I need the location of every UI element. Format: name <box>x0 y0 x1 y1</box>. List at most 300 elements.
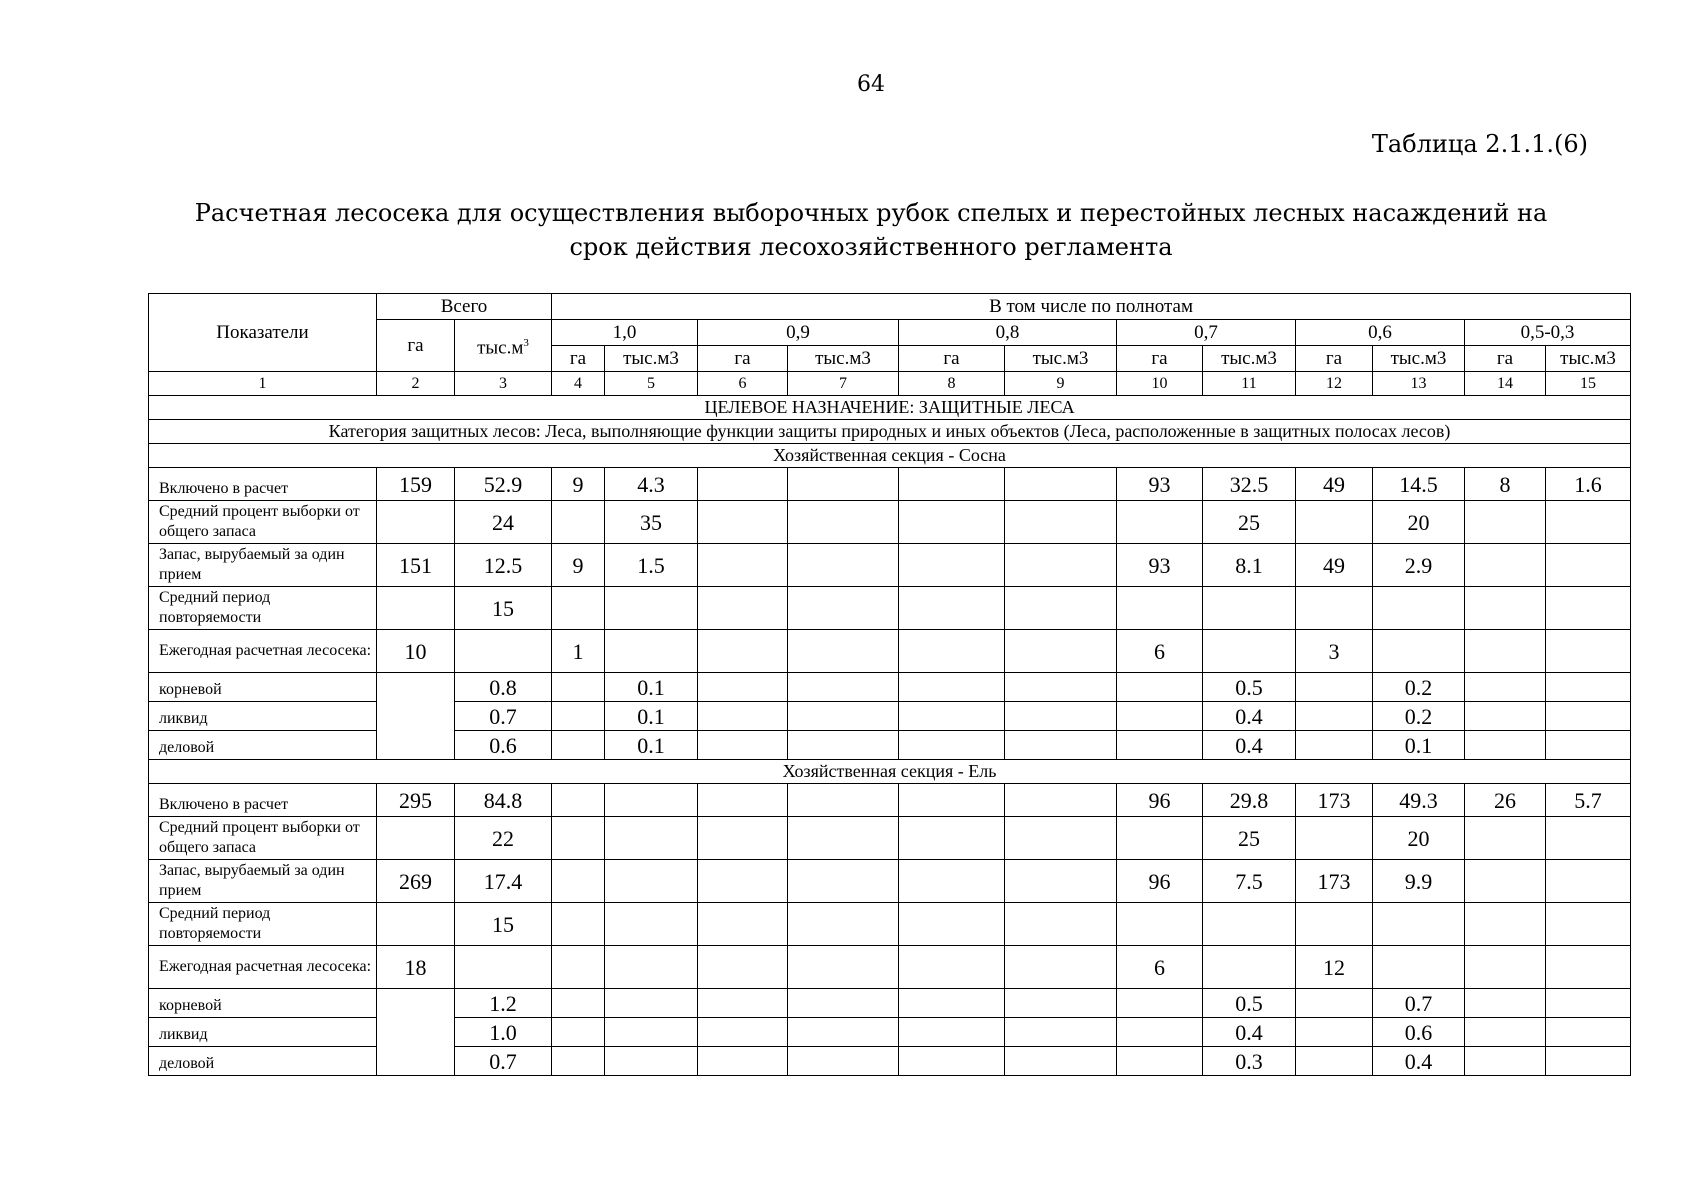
column-number: 1 <box>149 372 377 396</box>
value-cell: 22 <box>455 817 552 860</box>
table-row <box>149 544 1631 587</box>
value-cell <box>1546 1047 1631 1076</box>
value-cell <box>1465 544 1546 587</box>
row-label: Средний период повторяемости <box>149 587 377 630</box>
value-cell: 9 <box>552 468 605 501</box>
value-cell <box>552 946 605 989</box>
value-cell <box>788 946 899 989</box>
value-cell <box>899 587 1005 630</box>
value-cell <box>1005 468 1117 501</box>
value-cell <box>1546 731 1631 760</box>
value-cell: 173 <box>1296 784 1373 817</box>
column-number: 10 <box>1117 372 1203 396</box>
value-cell <box>1296 702 1373 731</box>
value-cell <box>1005 673 1117 702</box>
value-cell: 0.4 <box>1373 1047 1465 1076</box>
column-number: 9 <box>1005 372 1117 396</box>
value-cell <box>377 817 455 860</box>
value-cell <box>1546 702 1631 731</box>
value-cell <box>788 903 899 946</box>
value-cell: 295 <box>377 784 455 817</box>
value-cell <box>1546 1018 1631 1047</box>
row-label: Включено в расчет <box>149 468 377 501</box>
header-total-volume <box>455 320 552 372</box>
value-cell: 49.3 <box>1373 784 1465 817</box>
value-cell <box>899 630 1005 673</box>
value-cell <box>1465 817 1546 860</box>
category-row <box>149 420 1631 444</box>
value-cell <box>788 860 899 903</box>
table-row <box>149 903 1631 946</box>
column-number: 3 <box>455 372 552 396</box>
value-cell <box>788 817 899 860</box>
value-cell <box>1117 587 1203 630</box>
value-cell <box>1296 587 1373 630</box>
value-cell <box>1465 903 1546 946</box>
value-cell <box>1546 673 1631 702</box>
value-cell <box>1005 903 1117 946</box>
value-cell <box>1546 860 1631 903</box>
value-cell <box>788 989 899 1018</box>
value-cell <box>1465 587 1546 630</box>
value-cell: 159 <box>377 468 455 501</box>
value-cell: 32.5 <box>1203 468 1296 501</box>
value-cell <box>698 702 788 731</box>
table-row <box>149 784 1631 817</box>
value-cell: 96 <box>1117 784 1203 817</box>
value-cell <box>1296 903 1373 946</box>
header-density: 0,5-0,3 <box>1465 320 1631 346</box>
value-cell <box>552 1047 605 1076</box>
table-row <box>149 1018 1631 1047</box>
value-cell: 6 <box>1117 946 1203 989</box>
value-cell <box>698 860 788 903</box>
column-number: 4 <box>552 372 605 396</box>
table-row <box>149 817 1631 860</box>
table-label: Таблица 2.1.1.(6) <box>1371 130 1588 158</box>
value-cell <box>899 860 1005 903</box>
value-cell <box>1005 946 1117 989</box>
value-cell <box>899 673 1005 702</box>
value-cell <box>377 501 455 544</box>
value-cell <box>698 587 788 630</box>
value-cell: 1.6 <box>1546 468 1631 501</box>
column-number: 7 <box>788 372 899 396</box>
value-cell <box>1117 817 1203 860</box>
row-label: корневой <box>149 673 377 702</box>
value-cell <box>1465 630 1546 673</box>
value-cell: 2.9 <box>1373 544 1465 587</box>
value-cell <box>605 630 698 673</box>
value-cell <box>1296 989 1373 1018</box>
value-cell <box>1117 501 1203 544</box>
value-cell: 93 <box>1117 468 1203 501</box>
value-cell <box>1005 702 1117 731</box>
value-cell <box>899 544 1005 587</box>
value-cell <box>1546 587 1631 630</box>
value-cell: 4.3 <box>605 468 698 501</box>
value-cell <box>788 1047 899 1076</box>
header-ha: га <box>899 346 1005 372</box>
value-cell <box>1373 903 1465 946</box>
value-cell: 49 <box>1296 468 1373 501</box>
value-cell <box>788 702 899 731</box>
value-cell <box>605 1018 698 1047</box>
value-cell: 6 <box>1117 630 1203 673</box>
category-band: Категория защитных лесов: Леса, выполняющие функции защиты природных и иных объектов (Леса, расположенные в защитных полосах лесов) <box>149 420 1631 444</box>
value-cell: 0.7 <box>455 702 552 731</box>
value-cell: 8.1 <box>1203 544 1296 587</box>
table-row <box>149 731 1631 760</box>
purpose-band: ЦЕЛЕВОЕ НАЗНАЧЕНИЕ: ЗАЩИТНЫЕ ЛЕСА <box>149 396 1631 420</box>
value-cell <box>552 817 605 860</box>
value-cell <box>788 468 899 501</box>
value-cell <box>698 501 788 544</box>
value-cell <box>552 702 605 731</box>
value-cell: 0.1 <box>605 673 698 702</box>
value-cell <box>552 860 605 903</box>
value-cell <box>1296 501 1373 544</box>
value-cell <box>1465 1018 1546 1047</box>
value-cell <box>605 817 698 860</box>
value-cell: 1.0 <box>455 1018 552 1047</box>
value-cell <box>1117 731 1203 760</box>
value-cell <box>1465 673 1546 702</box>
value-cell <box>1005 1047 1117 1076</box>
header-density: 0,8 <box>899 320 1117 346</box>
header-ha: га <box>1117 346 1203 372</box>
value-cell: 15 <box>455 587 552 630</box>
value-cell: 0.2 <box>1373 702 1465 731</box>
header-total-volume-sup: 3 <box>523 336 529 349</box>
value-cell: 96 <box>1117 860 1203 903</box>
value-cell: 0.6 <box>1373 1018 1465 1047</box>
column-number: 14 <box>1465 372 1546 396</box>
row-label: Средний процент выборки от общего запаса <box>149 817 377 860</box>
value-cell: 5.7 <box>1546 784 1631 817</box>
value-cell <box>899 702 1005 731</box>
value-cell: 269 <box>377 860 455 903</box>
value-cell: 14.5 <box>1373 468 1465 501</box>
value-cell <box>788 544 899 587</box>
section-row <box>149 760 1631 784</box>
header-ha: га <box>698 346 788 372</box>
column-number: 8 <box>899 372 1005 396</box>
value-cell <box>605 946 698 989</box>
value-cell <box>698 731 788 760</box>
value-cell <box>1005 1018 1117 1047</box>
value-cell <box>899 903 1005 946</box>
value-cell: 9 <box>552 544 605 587</box>
header-ha: га <box>552 346 605 372</box>
value-cell: 0.6 <box>455 731 552 760</box>
column-number: 15 <box>1546 372 1631 396</box>
value-cell <box>1203 946 1296 989</box>
value-cell <box>1546 501 1631 544</box>
value-cell <box>788 784 899 817</box>
value-cell: 20 <box>1373 501 1465 544</box>
value-cell <box>899 784 1005 817</box>
value-cell <box>377 587 455 630</box>
column-number: 6 <box>698 372 788 396</box>
value-cell <box>605 989 698 1018</box>
value-cell: 12 <box>1296 946 1373 989</box>
value-cell <box>1546 544 1631 587</box>
merged-ha-cell <box>377 989 455 1076</box>
value-cell: 0.3 <box>1203 1047 1296 1076</box>
column-number: 13 <box>1373 372 1465 396</box>
value-cell: 8 <box>1465 468 1546 501</box>
section-title: Хозяйственная секция - Ель <box>149 760 1631 784</box>
merged-ha-cell <box>377 673 455 760</box>
value-cell <box>1546 817 1631 860</box>
value-cell <box>1373 630 1465 673</box>
value-cell: 0.4 <box>1203 702 1296 731</box>
table-row <box>149 587 1631 630</box>
value-cell <box>1296 1047 1373 1076</box>
value-cell <box>1546 630 1631 673</box>
value-cell: 24 <box>455 501 552 544</box>
value-cell <box>1005 587 1117 630</box>
value-cell <box>698 544 788 587</box>
value-cell <box>605 903 698 946</box>
value-cell: 0.1 <box>605 731 698 760</box>
section-title: Хозяйственная секция - Сосна <box>149 444 1631 468</box>
value-cell <box>1465 860 1546 903</box>
value-cell <box>788 731 899 760</box>
value-cell <box>899 1018 1005 1047</box>
document-title: Расчетная лесосека для осуществления выборочных рубок спелых и перестойных лесных насаждений на срок действия лесохозяйственного регламента <box>194 199 1548 261</box>
value-cell: 151 <box>377 544 455 587</box>
value-cell <box>552 501 605 544</box>
value-cell <box>605 1047 698 1076</box>
row-label: Ежегодная расчетная лесосека: <box>149 630 377 673</box>
value-cell: 9.9 <box>1373 860 1465 903</box>
value-cell <box>605 860 698 903</box>
value-cell: 0.8 <box>455 673 552 702</box>
value-cell: 0.4 <box>1203 1018 1296 1047</box>
value-cell: 1.2 <box>455 989 552 1018</box>
value-cell: 0.1 <box>1373 731 1465 760</box>
value-cell: 7.5 <box>1203 860 1296 903</box>
value-cell <box>1005 731 1117 760</box>
value-cell <box>698 817 788 860</box>
value-cell: 25 <box>1203 501 1296 544</box>
value-cell: 0.4 <box>1203 731 1296 760</box>
row-label: корневой <box>149 989 377 1018</box>
value-cell <box>788 587 899 630</box>
value-cell <box>698 468 788 501</box>
column-numbers-row <box>149 372 1631 396</box>
value-cell <box>899 817 1005 860</box>
value-cell <box>455 946 552 989</box>
cutting-area-table <box>148 293 1631 1076</box>
value-cell: 20 <box>1373 817 1465 860</box>
row-label: Средний период повторяемости <box>149 903 377 946</box>
value-cell: 0.7 <box>455 1047 552 1076</box>
value-cell <box>1117 903 1203 946</box>
row-label: Включено в расчет <box>149 784 377 817</box>
header-volume: тыс.м3 <box>788 346 899 372</box>
value-cell <box>1005 989 1117 1018</box>
value-cell <box>605 784 698 817</box>
value-cell <box>1373 587 1465 630</box>
value-cell <box>698 903 788 946</box>
header-density: 0,9 <box>698 320 899 346</box>
value-cell: 10 <box>377 630 455 673</box>
value-cell <box>1465 501 1546 544</box>
value-cell <box>698 673 788 702</box>
value-cell <box>899 946 1005 989</box>
value-cell <box>1546 946 1631 989</box>
value-cell <box>377 903 455 946</box>
value-cell <box>552 1018 605 1047</box>
page-number: 64 <box>857 72 885 97</box>
value-cell: 15 <box>455 903 552 946</box>
value-cell <box>899 731 1005 760</box>
value-cell <box>788 630 899 673</box>
value-cell <box>552 673 605 702</box>
value-cell <box>899 989 1005 1018</box>
value-cell <box>698 989 788 1018</box>
value-cell <box>1465 702 1546 731</box>
value-cell <box>1296 817 1373 860</box>
value-cell <box>1117 1047 1203 1076</box>
column-number: 2 <box>377 372 455 396</box>
value-cell <box>605 587 698 630</box>
value-cell <box>1203 903 1296 946</box>
table-row <box>149 702 1631 731</box>
table-row <box>149 673 1631 702</box>
row-label: Запас, вырубаемый за один прием <box>149 860 377 903</box>
value-cell <box>698 1018 788 1047</box>
value-cell <box>1005 630 1117 673</box>
header-row-1 <box>149 294 1631 320</box>
value-cell <box>552 731 605 760</box>
header-volume: тыс.м3 <box>605 346 698 372</box>
value-cell <box>1117 1018 1203 1047</box>
value-cell <box>455 630 552 673</box>
value-cell <box>1005 501 1117 544</box>
value-cell <box>899 501 1005 544</box>
column-number: 5 <box>605 372 698 396</box>
value-cell <box>1465 989 1546 1018</box>
header-ha: га <box>1296 346 1373 372</box>
column-number: 12 <box>1296 372 1373 396</box>
section-row <box>149 444 1631 468</box>
value-cell: 26 <box>1465 784 1546 817</box>
value-cell <box>1296 673 1373 702</box>
value-cell: 84.8 <box>455 784 552 817</box>
value-cell: 0.5 <box>1203 673 1296 702</box>
table-row <box>149 501 1631 544</box>
value-cell <box>899 1047 1005 1076</box>
header-including: В том числе по полнотам <box>552 294 1631 320</box>
value-cell <box>552 784 605 817</box>
value-cell <box>1296 731 1373 760</box>
header-density: 0,6 <box>1296 320 1465 346</box>
header-density: 1,0 <box>552 320 698 346</box>
value-cell: 93 <box>1117 544 1203 587</box>
header-density: 0,7 <box>1117 320 1296 346</box>
value-cell <box>552 989 605 1018</box>
value-cell: 173 <box>1296 860 1373 903</box>
value-cell: 12.5 <box>455 544 552 587</box>
value-cell <box>1373 946 1465 989</box>
value-cell: 1 <box>552 630 605 673</box>
value-cell <box>1117 702 1203 731</box>
column-number: 11 <box>1203 372 1296 396</box>
header-volume: тыс.м3 <box>1203 346 1296 372</box>
value-cell: 1.5 <box>605 544 698 587</box>
header-total: Всего <box>377 294 552 320</box>
value-cell <box>1465 731 1546 760</box>
table-row <box>149 946 1631 989</box>
value-cell <box>1546 989 1631 1018</box>
value-cell <box>1296 1018 1373 1047</box>
value-cell <box>1465 946 1546 989</box>
value-cell <box>698 946 788 989</box>
value-cell: 35 <box>605 501 698 544</box>
header-total-ha: га <box>377 320 455 372</box>
value-cell: 0.7 <box>1373 989 1465 1018</box>
value-cell <box>552 587 605 630</box>
row-label: ликвид <box>149 1018 377 1047</box>
header-ha: га <box>1465 346 1546 372</box>
value-cell: 49 <box>1296 544 1373 587</box>
value-cell <box>1005 544 1117 587</box>
value-cell <box>788 1018 899 1047</box>
row-label: Ежегодная расчетная лесосека: <box>149 946 377 989</box>
header-indicators: Показатели <box>149 294 377 372</box>
row-label: ликвид <box>149 702 377 731</box>
row-label: Средний процент выборки от общего запаса <box>149 501 377 544</box>
table-row <box>149 989 1631 1018</box>
value-cell <box>1546 903 1631 946</box>
value-cell <box>698 630 788 673</box>
value-cell <box>1005 817 1117 860</box>
table-row <box>149 468 1631 501</box>
value-cell <box>1203 630 1296 673</box>
row-label: деловой <box>149 731 377 760</box>
value-cell <box>1005 860 1117 903</box>
table-row <box>149 1047 1631 1076</box>
value-cell <box>698 1047 788 1076</box>
row-label: деловой <box>149 1047 377 1076</box>
value-cell <box>698 784 788 817</box>
value-cell: 25 <box>1203 817 1296 860</box>
value-cell <box>1203 587 1296 630</box>
row-label: Запас, вырубаемый за один прием <box>149 544 377 587</box>
value-cell: 29.8 <box>1203 784 1296 817</box>
value-cell <box>1117 673 1203 702</box>
value-cell: 0.1 <box>605 702 698 731</box>
value-cell <box>788 673 899 702</box>
header-volume: тыс.м3 <box>1373 346 1465 372</box>
value-cell <box>552 903 605 946</box>
header-total-volume-unit: тыс.м <box>477 337 524 359</box>
value-cell: 17.4 <box>455 860 552 903</box>
header-volume: тыс.м3 <box>1005 346 1117 372</box>
value-cell: 0.5 <box>1203 989 1296 1018</box>
value-cell <box>1005 784 1117 817</box>
table-row <box>149 860 1631 903</box>
value-cell <box>788 501 899 544</box>
value-cell <box>899 468 1005 501</box>
value-cell: 18 <box>377 946 455 989</box>
value-cell: 52.9 <box>455 468 552 501</box>
purpose-row <box>149 396 1631 420</box>
